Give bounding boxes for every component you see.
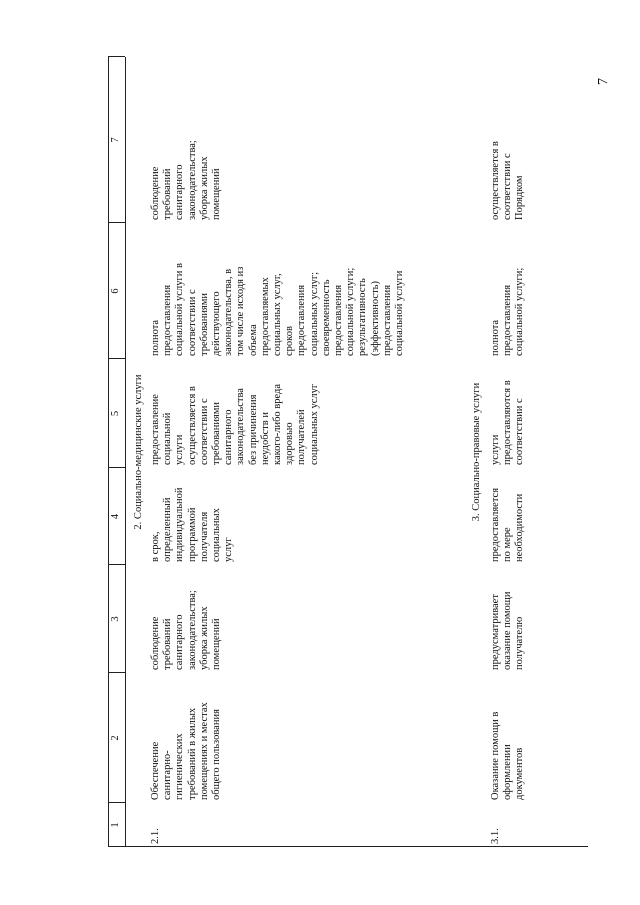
services-table [108, 57, 588, 847]
header-col-2: 2 [110, 735, 121, 741]
row-3-1-standard: услуги предоставляются в соответствии с [490, 380, 526, 465]
row-2-1-number: 2.1. [150, 828, 161, 844]
row-2-1-quality: полнота предоставления социальной услуги в соответствии с требованиями действующего законодательства, в том числе исходя из объема предоставляемых социальных услуг, сроков предоставления социальных услуг; своевременность предоставления социальной услуги; результативность (эффективность) предоставления социальной услуги [150, 263, 406, 356]
row-2-1-description: соблюдение требований санитарного законодательства; уборка жилых помещений [150, 590, 223, 670]
header-col-3: 3 [110, 616, 121, 622]
section-title-social-medical: 2. Социально-медицинские услуги [133, 374, 144, 530]
header-col-4: 4 [110, 513, 121, 520]
row-3-1-description: предусматривает оказание помощи получателю [490, 591, 526, 670]
row-2-1-term: в срок, определенный индивидуальной программой получателя социальных услуг [150, 487, 235, 562]
section-title-social-legal: 3. Социально-правовые услуги [471, 382, 482, 522]
header-bottom-border [125, 57, 126, 847]
header-col-1: 1 [110, 822, 121, 828]
page-number: 7 [596, 78, 611, 85]
row-3-1-service: Оказание помощи в оформлении документов [490, 711, 526, 800]
row-3-1-number: 3.1. [490, 828, 501, 844]
header-col-5: 5 [110, 410, 121, 417]
row-2-1-service: Обеспечение санитарно- гигиенических требований в жилых помещениях и местах общего пользования [150, 702, 223, 800]
row-2-1-conditions: соблюдение требований санитарного законодательства; уборка жилых помещений [150, 140, 223, 220]
row-3-1-term: предоставляется по мере необходимости [490, 487, 526, 562]
col-border-left [108, 846, 588, 847]
row-2-1-standard: предоставление социальной услуги осуществляется в соответствии с требованиями санитарного законодательства без причинения неудобств и какого-либо вреда здоровью получателей социальных услуг [150, 383, 320, 465]
header-col-6: 6 [110, 288, 121, 294]
header-col-7: 7 [110, 137, 121, 143]
row-3-1-conditions: осуществляется в соответствии с Порядком [490, 141, 526, 220]
row-3-1-quality: полнота предоставления социальной услуги; [490, 267, 526, 356]
